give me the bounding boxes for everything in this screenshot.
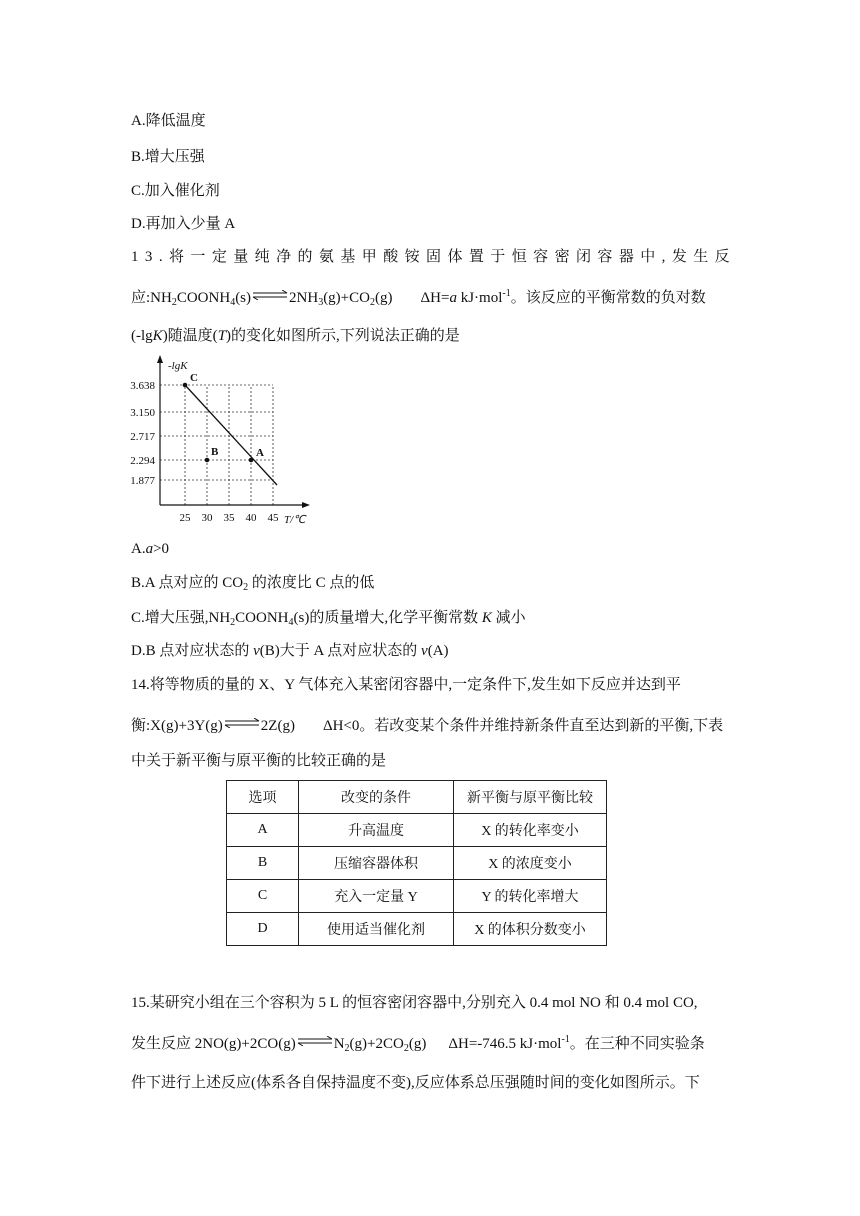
q13-stem-char: 反 [714,249,730,265]
x-axis-arrow-icon [302,502,310,508]
y-tick-label: 2.294 [130,455,155,467]
q13-option-a: A.a>0 [131,541,170,557]
trend-line [185,385,277,485]
q13-stem-char: 发 [671,249,687,265]
q13-option-b: B.A 点对应的 $CO_2$ 的浓度比 C 点的低 [131,575,375,593]
point-label-b: B [211,446,219,458]
data-point-b [205,458,210,463]
y-tick-label: 3.638 [130,380,155,392]
q13-stem-char: . [158,249,163,265]
x-tick-label: 45 [267,512,279,524]
q13-stem-char: 密 [554,249,570,265]
chart-axes [130,355,310,526]
table-cell: 使用适当催化剂 [299,913,454,946]
q14-stem-line3: 中关于新平衡与原平衡的比较正确的是 [131,753,387,769]
y-axis-label: -lgK [168,360,188,372]
q13-stem-char: 置 [468,249,484,265]
q14-stem-line2: 衡:X(g)+3Y(g) 2Z(g) ΔH<0。若改变某个条件并维持新条件直至达到新的平衡,下表 [131,718,724,734]
q13-stem-char: 恒 [511,249,527,265]
q13-stem-char: 将 [168,249,184,265]
table-row [227,913,607,946]
q13-stem-char: 于 [490,249,506,265]
table-row [227,847,607,880]
chart-marks [183,372,277,485]
table-header-cell: 选项 [227,781,299,814]
q13-option-c: C.增大压强$,NH_2COONH_4(s)$的质量增大,化学平衡常数 K 减小 [131,610,526,628]
table-header-row [227,781,607,814]
q13-stem-char: 定 [211,249,227,265]
point-label-c: C [190,372,198,384]
x-tick-label: 30 [201,512,213,524]
q13-option-d: D.B 点对应状态的 v(B)大于 A 点对应状态的 v(A) [131,643,449,659]
y-tick-label: 1.877 [130,475,155,487]
table-header-cell: 新平衡与原平衡比较 [454,781,607,814]
q15-stem-line1: 15.某研究小组在三个容积为 5 L 的恒容密闭容器中,分别充入 0.4 mol NO 和 0.4 mol CO, [131,995,698,1011]
data-point-a [249,458,254,463]
q12-option-c: C.加入催化剂 [131,183,220,199]
table-cell: Y 的转化率增大 [454,880,607,913]
q13-stem-line2: 应$:NH_2COONH_4(s)$ $2NH_3(g)+CO_2(g)$ ΔH=a kJ·mol$^{-1}$。该反应的平衡常数的负对数 [131,288,706,308]
data-point-c [183,383,188,388]
q13-stem-char: 体 [447,249,463,265]
x-tick-label: 40 [245,512,257,524]
equilibrium-arrow-icon [252,290,288,300]
x-axis-label: T/℃ [284,514,306,526]
q13-stem-char: 固 [426,249,442,265]
table-cell: C [227,880,299,913]
q13-stem-char: 1 [131,249,139,265]
comparison-table [226,780,607,946]
q13-stem-char: 的 [297,249,313,265]
table-row [227,814,607,847]
table-cell: 充入一定量 Y [299,880,454,913]
q13-stem-char: 一 [190,249,206,265]
x-tick-label: 25 [179,512,191,524]
x-tick-label: 35 [223,512,235,524]
q13-stem-char: 中 [640,249,656,265]
y-tick-label: 2.717 [130,431,155,443]
table-cell: B [227,847,299,880]
q15-stem-line2: 发生反应 2NO(g)+2CO(g) $N_2(g)+2CO_2(g)$ ΔH=-746.5 kJ·mol$^{-1}$。在三种不同实验条 [131,1034,705,1054]
q14-stem-line1: 14.将等物质的量的 X、Y 气体充入某密闭容器中,一定条件下,发生如下反应并达到平 [131,677,681,693]
table-cell: X 的浓度变小 [454,847,607,880]
q13-stem-char: 生 [693,249,709,265]
equilibrium-arrow-icon [224,718,260,728]
q13-stem-char: 铵 [404,249,420,265]
equilibrium-arrow-icon [297,1036,333,1046]
q13-stem-char: , [661,249,666,265]
q12-option-b: B.增大压强 [131,149,205,165]
table-row [227,880,607,913]
q13-stem-line3: (-lgK)随温度(T)的变化如图所示,下列说法正确的是 [131,328,460,344]
q13-stem-char: 器 [618,249,634,265]
q13-stem-char: 容 [597,249,613,265]
q12-option-a: A.降低温度 [131,113,206,129]
q15-stem-line3: 件下进行上述反应(体系各自保持温度不变),反应体系总压强随时间的变化如图所示。下 [131,1075,700,1091]
table-cell: X 的转化率变小 [454,814,607,847]
y-axis-arrow-icon [157,355,163,363]
q13-stem-line1 [131,247,730,267]
q13-stem-char: 纯 [254,249,270,265]
table-cell: X 的体积分数变小 [454,913,607,946]
table-cell: A [227,814,299,847]
table-cell: D [227,913,299,946]
q13-stem-char: 甲 [361,249,377,265]
q13-stem-char: 闭 [575,249,591,265]
q13-stem-char: 容 [533,249,549,265]
table-cell: 压缩容器体积 [299,847,454,880]
q13-stem-char: 净 [276,249,292,265]
q13-stem-char: 氨 [318,249,334,265]
q13-stem-char: 3 [144,249,153,265]
chart-grid [160,385,273,505]
point-label-a: A [256,447,264,459]
table-header-cell: 改变的条件 [299,781,454,814]
q13-stem-char: 量 [233,249,249,265]
q13-stem-char: 酸 [383,249,399,265]
y-tick-label: 3.150 [130,407,155,419]
table-cell: 升高温度 [299,814,454,847]
q12-option-d: D.再加入少量 A [131,216,236,232]
neg-log-k-vs-temperature-chart [124,350,314,528]
q13-stem-char: 基 [340,249,356,265]
